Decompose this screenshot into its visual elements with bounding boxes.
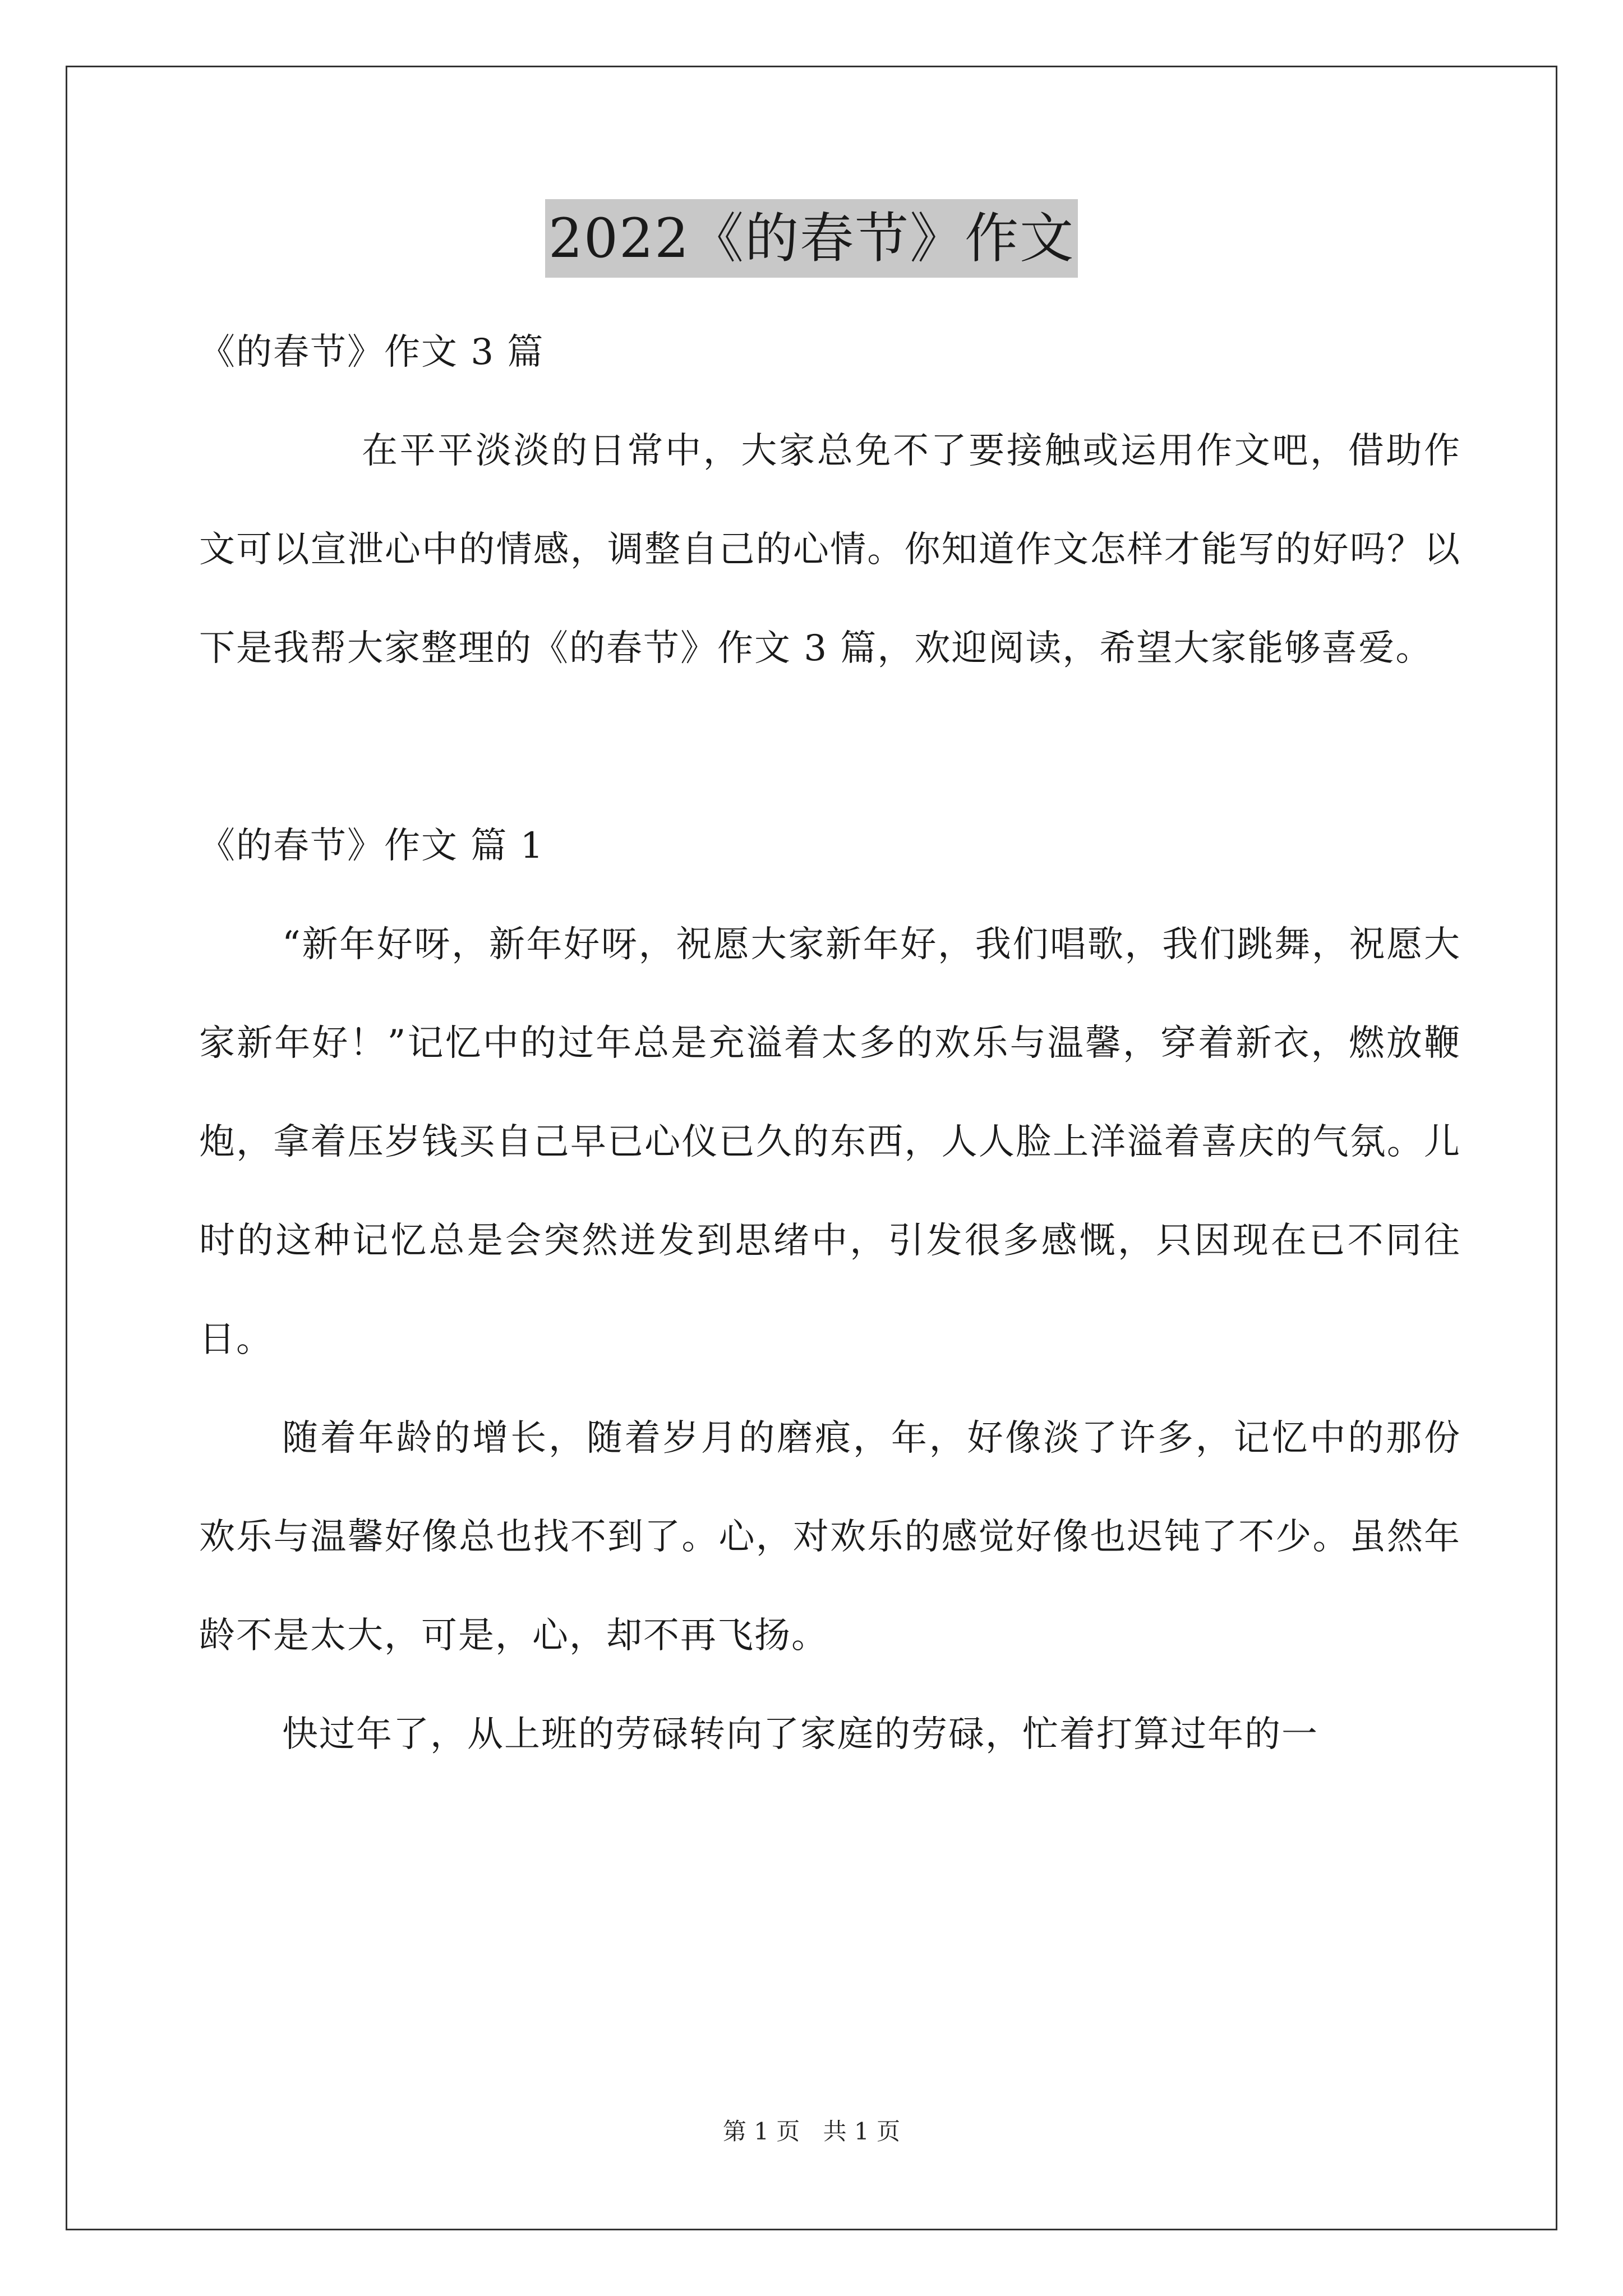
body-paragraph-2: 随着年龄的增长，随着岁月的磨痕，年，好像淡了许多，记忆中的那份欢乐与温馨好像总也找不到了。心，对欢乐的感觉好像也迟钝了不少。虽然年龄不是太大，可是，心，却不再飞扬。: [199, 1418, 1461, 1657]
body-paragraph-1: “新年好呀，新年好呀，祝愿大家新年好，我们唱歌，我们跳舞，祝愿大家新年好！”记忆中的过年总是充溢着太多的欢乐与温馨，穿着新衣，燃放鞭炮，拿着压岁钱买自己早已心仪已久的东西，人人脸上洋溢着喜庆的气氛。儿时的这种记忆总是会突然迸发到思绪中，引发很多感慨，只因现在已不同往日。: [199, 924, 1461, 1360]
page-total: 共 1 页: [823, 2118, 901, 2145]
body-paragraph-3: 快过年了，从上班的劳碌转向了家庭的劳碌，忙着打算过年的一: [282, 1714, 1318, 1755]
page-number: 第 1 页: [722, 2118, 800, 2145]
intro-paragraph: 在平平淡淡的日常中，大家总免不了要接触或运用作文吧，借助作文可以宣泄心中的情感，调整自己的心情。你知道作文怎样才能写的好吗？以下是我帮大家整理的《的春节》作文 3 篇，欢迎阅读，希望大家能够喜爱。: [199, 430, 1461, 669]
section-title: 《的春节》作文 篇 1: [199, 825, 545, 867]
page-footer: [0, 2115, 1623, 2148]
title-wrap: [0, 199, 1623, 278]
document-heading: 《的春节》作文 3 篇: [199, 332, 545, 373]
document-title: 2022《的春节》作文: [545, 199, 1078, 278]
section-spacer: [199, 698, 1461, 797]
document-body: [199, 303, 1461, 1784]
